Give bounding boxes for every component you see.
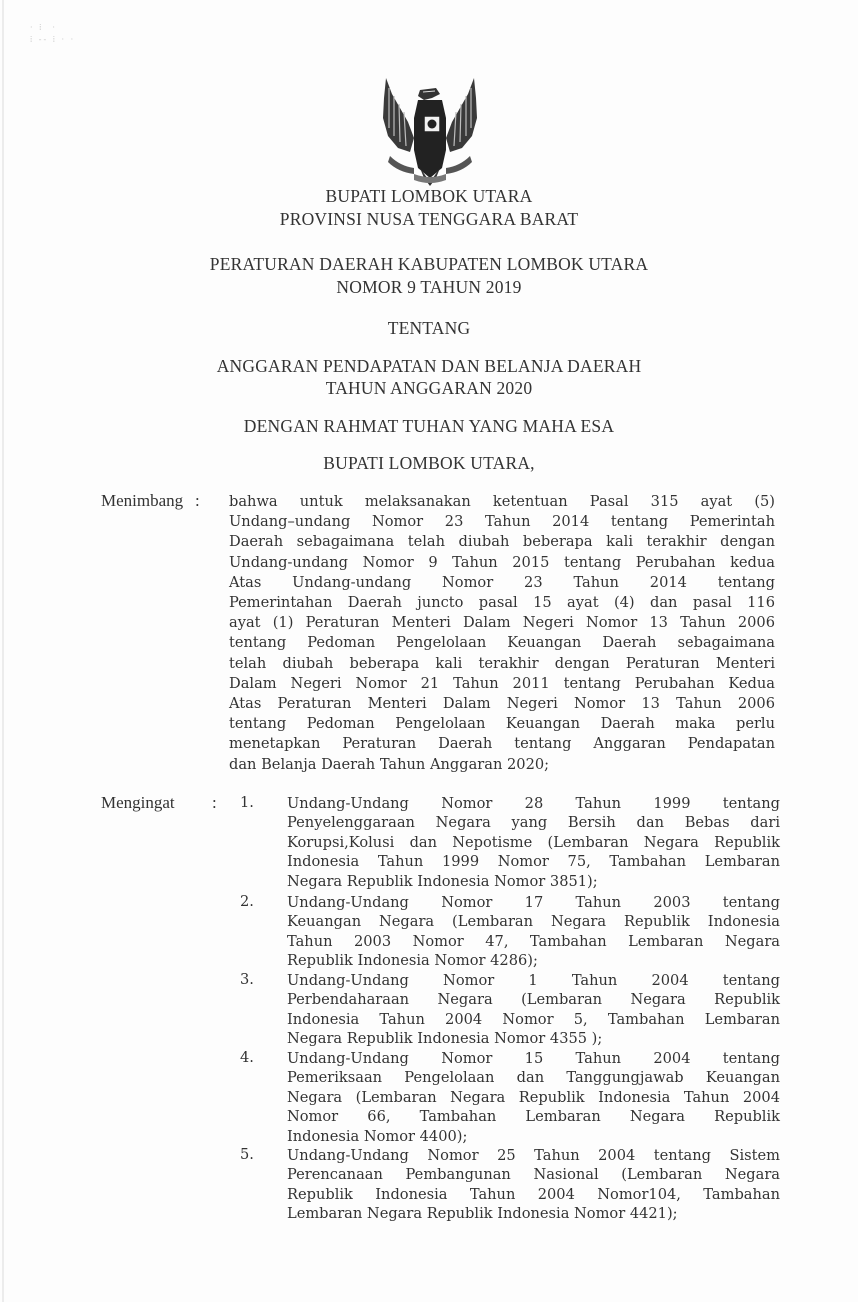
regulation-subject: ANGGARAN PENDAPATAN DAN BELANJA DAERAH [216, 356, 642, 376]
item-line: Negara Republik Indonesia Nomor 4355 ); [287, 1030, 603, 1048]
item-line: Republik Indonesia Nomor 4286); [287, 952, 538, 970]
item-number: 4. [240, 1049, 254, 1066]
paragraph-line: telah diubah beberapa kali terakhir dengan Peraturan Menteri [229, 654, 775, 672]
item-line: Undang-Undang Nomor 15 Tahun 2004 tentang [287, 1050, 780, 1067]
item-text [287, 1146, 780, 1224]
menimbang-paragraph [229, 492, 775, 775]
paragraph-line: Atas Undang-undang Nomor 23 Tahun 2014 tentang [229, 573, 775, 591]
item-line: Indonesia Tahun 2004 Nomor 5, Tambahan Lembaran [287, 1010, 780, 1028]
item-line: Lembaran Negara Republik Indonesia Nomor 4421); [287, 1205, 678, 1223]
paragraph-line: ayat (1) Peraturan Menteri Dalam Negeri Nomor 13 Tahun 2006 [229, 614, 775, 632]
item-line: Tahun 2003 Nomor 47, Tambahan Lembaran Negara [287, 932, 780, 950]
paragraph-line: Pemerintahan Daerah juncto pasal 15 ayat (4) dan pasal 116 [229, 594, 775, 612]
issuer-title: BUPATI LOMBOK UTARA [325, 186, 533, 206]
mengingat-colon: : [212, 793, 217, 812]
item-line: Indonesia Tahun 1999 Nomor 75, Tambahan Lembaran [287, 853, 780, 871]
item-line: Undang-Undang Nomor 1 Tahun 2004 tentang [287, 972, 780, 989]
issuer-signature-heading: BUPATI LOMBOK UTARA, [323, 453, 535, 473]
regulation-fiscal-year: TAHUN ANGGARAN 2020 [325, 378, 533, 398]
item-line: Negara Republik Indonesia Nomor 3851); [287, 872, 598, 890]
paragraph-line: Undang-undang Nomor 9 Tahun 2015 tentang Perubahan kedua [229, 553, 775, 571]
item-line: Undang-Undang Nomor 28 Tahun 1999 tentang [287, 795, 780, 812]
item-line: Korupsi,Kolusi dan Nepotisme (Lembaran Negara Republik [287, 833, 780, 851]
item-text [287, 1049, 780, 1146]
garuda-emblem-icon [380, 78, 480, 188]
paragraph-line: Atas Peraturan Menteri Dalam Negeri Nomor 13 Tahun 2006 [229, 695, 775, 713]
regulation-number: NOMOR 9 TAHUN 2019 [336, 277, 522, 297]
item-line: Undang-Undang Nomor 25 Tahun 2004 tentang Sistem [287, 1147, 780, 1164]
item-line: Penyelenggaraan Negara yang Bersih dan Bebas dari [287, 814, 780, 832]
item-line: Negara (Lembaran Negara Republik Indonesia Tahun 2004 [287, 1088, 780, 1106]
item-line: Indonesia Nomor 4400); [287, 1127, 468, 1145]
item-number: 2. [240, 893, 254, 910]
item-number: 5. [240, 1146, 254, 1163]
invocation: DENGAN RAHMAT TUHAN YANG MAHA ESA [243, 416, 615, 436]
item-line: Keuangan Negara (Lembaran Negara Republik Indonesia [287, 913, 780, 931]
item-line: Perbendaharaan Negara (Lembaran Negara Republik [287, 991, 780, 1009]
menimbang-colon: : [195, 491, 200, 510]
paragraph-line: Undang–undang Nomor 23 Tahun 2014 tentang Pemerintah [229, 513, 775, 531]
menimbang-label: Menimbang [101, 491, 184, 510]
paragraph-line: tentang Pedoman Pengelolaan Keuangan Daerah sebagaimana [229, 634, 775, 652]
item-text [287, 794, 780, 891]
paragraph-line: Dalam Negeri Nomor 21 Tahun 2011 tentang Perubahan Kedua [229, 674, 775, 692]
item-text [287, 971, 780, 1049]
item-line: Pemeriksaan Pengelolaan dan Tanggungjawab Keuangan [287, 1069, 780, 1087]
item-number: 3. [240, 971, 254, 988]
paragraph-line: bahwa untuk melaksanakan ketentuan Pasal 315 ayat (5) [229, 493, 775, 510]
regulation-about-label: TENTANG [387, 318, 471, 338]
item-line: Nomor 66, Tambahan Lembaran Negara Republik [287, 1108, 780, 1126]
mengingat-label: Mengingat [101, 793, 175, 812]
paragraph-line: menetapkan Peraturan Daerah tentang Anggaran Pendapatan [229, 735, 775, 753]
scan-marks: · ⁞ · ⁞ ‑‑ ⁞ · · [30, 23, 76, 44]
item-line: Undang-Undang Nomor 17 Tahun 2003 tentang [287, 894, 780, 911]
regulation-title: PERATURAN DAERAH KABUPATEN LOMBOK UTARA [209, 254, 649, 274]
item-text [287, 893, 780, 971]
item-line: Republik Indonesia Tahun 2004 Nomor104, Tambahan [287, 1185, 780, 1203]
issuer-province: PROVINSI NUSA TENGGARA BARAT [279, 209, 579, 229]
item-number: 1. [240, 794, 254, 811]
paragraph-line: tentang Pedoman Pengelolaan Keuangan Daerah maka perlu [229, 715, 775, 733]
paragraph-line: dan Belanja Daerah Tahun Anggaran 2020; [229, 755, 550, 773]
item-line: Perencanaan Pembangunan Nasional (Lembaran Negara [287, 1166, 780, 1184]
paragraph-line: Daerah sebagaimana telah diubah beberapa kali terakhir dengan [229, 533, 775, 551]
